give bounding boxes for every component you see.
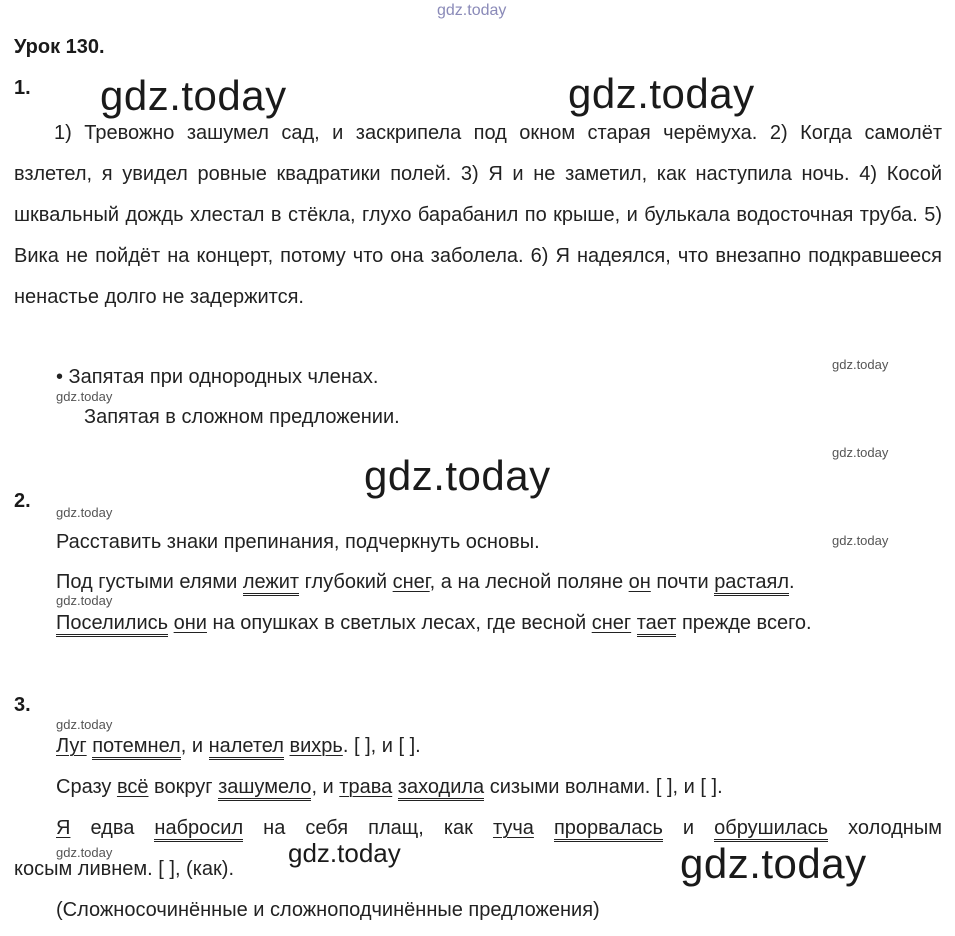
- watermark-small: gdz.today: [56, 389, 113, 404]
- text-fragment: Сразу: [56, 776, 117, 798]
- sentence-continuation: косым ливнем. [ ], (как).: [14, 858, 234, 880]
- text-fragment: [392, 776, 398, 798]
- watermark-large: gdz.today: [100, 72, 287, 119]
- watermark-top: gdz.today: [437, 2, 507, 19]
- exercise-2-task: Расставить знаки препинания, подчеркнуть основы.: [56, 531, 540, 553]
- text-fragment: , и: [180, 735, 209, 757]
- watermark-small: gdz.today: [832, 533, 889, 548]
- text-fragment: вокруг: [148, 776, 219, 798]
- text-fragment: едва: [70, 817, 155, 839]
- subject: трава: [339, 776, 393, 798]
- text-fragment: , и: [311, 776, 340, 798]
- exercise-number: 1.: [14, 77, 31, 99]
- predicate: Поселились: [56, 612, 168, 637]
- predicate: набросил: [154, 817, 243, 842]
- predicate: налетел: [209, 735, 284, 760]
- predicate: обрушилась: [714, 817, 828, 842]
- text-fragment: холодным: [828, 817, 942, 839]
- subject: туча: [492, 817, 534, 839]
- sentence: [56, 612, 812, 635]
- text-fragment: сизыми волнами. [ ], и [ ].: [484, 776, 723, 798]
- text-fragment: на опушках в светлых лесах, где весной: [206, 612, 592, 634]
- watermark-large: gdz.today: [680, 840, 867, 887]
- subject: они: [173, 612, 207, 634]
- subject: Я: [56, 817, 71, 839]
- predicate: потемнел: [92, 735, 181, 760]
- exercise-number: 3.: [14, 694, 31, 716]
- watermark-small: gdz.today: [56, 505, 113, 520]
- exercise-3-summary: (Сложносочинённые и сложноподчинённые предложения): [56, 899, 600, 921]
- subject: всё: [116, 776, 149, 798]
- exercise-1-note: • Запятая при однородных членах.: [56, 366, 379, 388]
- watermark-small: gdz.today: [56, 593, 113, 608]
- predicate: прорвалась: [554, 817, 663, 842]
- subject: он: [628, 571, 651, 593]
- text-fragment: [534, 817, 554, 839]
- predicate: лежит: [243, 571, 299, 596]
- text-fragment: .: [789, 571, 795, 593]
- sentence: [56, 571, 795, 594]
- predicate: зашумело: [218, 776, 311, 801]
- text-fragment: , а на лесной поляне: [429, 571, 629, 593]
- subject: вихрь: [289, 735, 343, 757]
- text-fragment: . [ ], и [ ].: [342, 735, 421, 757]
- watermark-medium: gdz.today: [288, 838, 401, 868]
- watermark-small: gdz.today: [832, 357, 889, 372]
- text-fragment: глубокий: [299, 571, 393, 593]
- text-fragment: на себя плащ, как: [243, 817, 493, 839]
- sentence: [56, 735, 421, 758]
- sentence: [56, 776, 723, 799]
- watermark-small: gdz.today: [832, 445, 889, 460]
- watermark-large: gdz.today: [364, 452, 551, 499]
- text-fragment: и: [662, 817, 715, 839]
- predicate: тает: [637, 612, 677, 637]
- predicate: заходила: [398, 776, 484, 801]
- watermark-small: gdz.today: [56, 845, 113, 860]
- text-fragment: прежде всего.: [676, 612, 812, 634]
- exercise-number: 2.: [14, 490, 31, 512]
- exercise-1-note: Запятая в сложном предложении.: [84, 406, 400, 428]
- subject: снег: [591, 612, 632, 634]
- text-fragment: Под густыми елями: [56, 571, 243, 593]
- exercise-1-text: 1) Тревожно зашумел сад, и заскрипела под окном старая черёмуха. 2) Когда самолёт взлетел, я увидел ровные квадратики полей. 3) Я и не заметил, как наступила ночь. 4) Косой шквальный дождь хлестал в стёкла, глухо барабанил по крыше, и булькала водосточная труба. 5) Вика не пойдёт на концерт, потому что она заболела. 6) Я надеялся, что внезапно подкравшееся ненастье долго не задержится.: [14, 122, 942, 308]
- predicate: растаял: [714, 571, 789, 596]
- subject: снег: [392, 571, 430, 593]
- subject: Луг: [56, 735, 87, 757]
- watermark-large: gdz.today: [568, 70, 755, 117]
- text-fragment: [631, 612, 637, 634]
- sentence: [56, 817, 942, 840]
- text-fragment: почти: [650, 571, 715, 593]
- lesson-title: Урок 130.: [14, 36, 105, 58]
- watermark-small: gdz.today: [56, 717, 113, 732]
